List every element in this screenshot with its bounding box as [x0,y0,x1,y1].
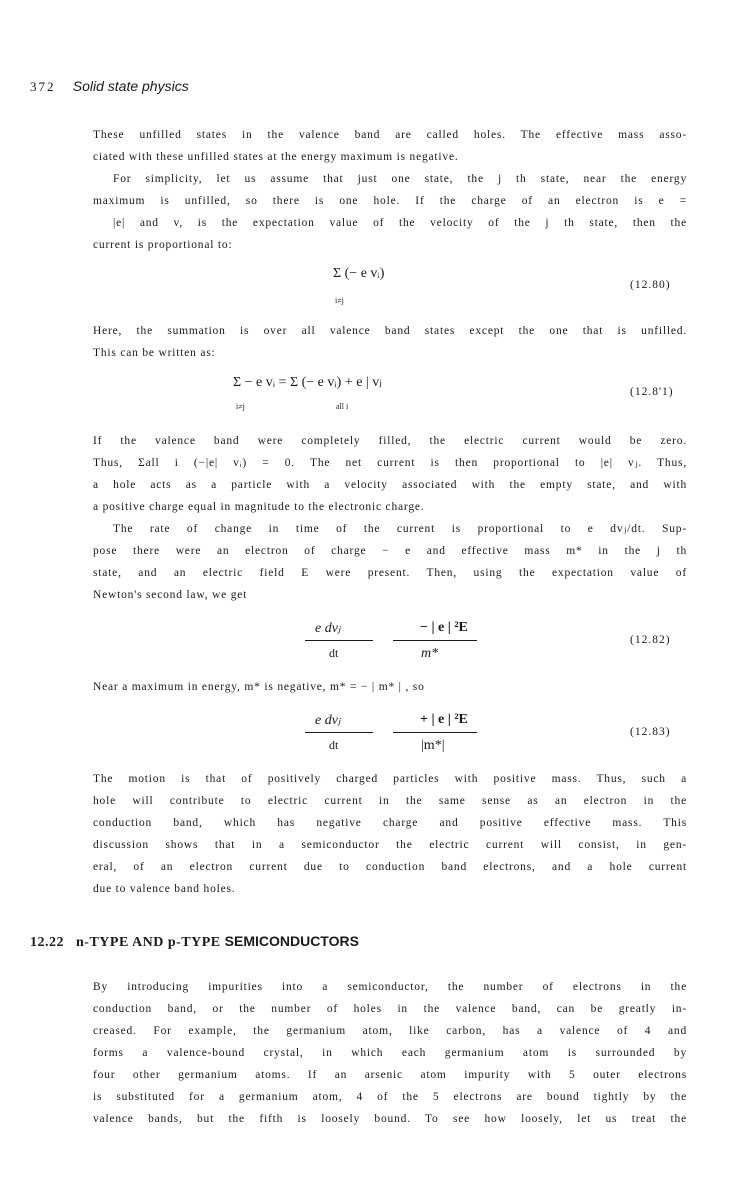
text-line: due to valence band holes. [93,883,236,895]
fraction-numerator-right: − | e | ²E [420,620,468,635]
text-line: |e| and v, is the expectation value of the velocity of the j th state, then the [113,217,687,229]
text-line: valence bands, but the fifth is loosely bound. To see how loosely, let us treat the [93,1113,687,1125]
section-title: n-TYPE AND p-TYPE [76,935,221,950]
fraction-numerator-left: e dvⱼ [315,621,341,636]
text-line: current is proportional to: [93,239,233,251]
fraction-bar [393,640,477,641]
text-line: forms a valence-bound crystal, in which each germanium atom is surrounded by [93,1047,687,1059]
text-line: a positive charge equal in magnitude to the electronic charge. [93,501,425,513]
text-line: maximum is unfilled, so there is one hole. If the charge of an electron is e = [93,195,687,207]
text-line: state, and an electric field E were present. Then, using the expectation value of [93,567,687,579]
equation-number: (12.82) [630,634,671,646]
equation-subscript: i≠j [335,296,344,305]
fraction-bar [393,732,477,733]
section-title-bold: SEMICONDUCTORS [224,933,359,949]
equation-body: Σ (− e vᵢ) [333,266,385,281]
running-header [30,78,189,95]
fraction-numerator-right: + | e | ²E [420,712,468,727]
page-number: 372 [30,79,56,94]
text-line: discussion shows that in a semiconductor the electric current will consist, in gen- [93,839,687,851]
text-line: eral, of an electron current due to conduction band electrons, and a hole current [93,861,687,873]
text-line: Thus, Σall i (−|e| vᵢ) = 0. The net current is then proportional to |e| vⱼ. Thus, [93,457,687,469]
text-line: conduction band, or the number of holes in the valence band, can be greatly in- [93,1003,687,1015]
text-line: a hole acts as a particle with a velocity associated with the empty state, and with [93,479,687,491]
section-number: 12.22 [30,935,64,950]
equation-12-80 [333,266,384,282]
fraction-bar [305,640,373,641]
fraction-denominator-left: dt [329,738,339,752]
equation-number: (12.83) [630,726,671,738]
equation-12-81: Σ − e vᵢ = Σ (− e vᵢ) + e | vⱼ [233,375,382,390]
fraction-bar [305,732,373,733]
text-line: The rate of change in time of the current is proportional to e dvⱼ/dt. Sup- [113,523,687,535]
text-line: ciated with these unfilled states at the energy maximum is negative. [93,151,459,163]
equation-number: (12.80) [630,279,671,291]
section-heading [30,933,359,951]
text-line: conduction band, which has negative charge and positive effective mass. This [93,817,687,829]
text-line: Here, the summation is over all valence band states except the one that is unfilled. [93,325,687,337]
text-line: The motion is that of positively charged particles with positive mass. Thus, such a [93,773,687,785]
text-line: If the valence band were completely filled, the electric current would be zero. [93,435,687,447]
equation-number: (12.8'1) [630,386,674,398]
fraction-denominator-right: m* [421,646,439,661]
fraction-denominator-right: |m*| [421,738,445,753]
text-line: pose there were an electron of charge − e and effective mass m* in the j th [93,545,687,557]
equation-subscript-right: all i [336,402,349,411]
text-line: By introducing impurities into a semiconductor, the number of electrons in the [93,981,687,993]
fraction-numerator-left: e dvⱼ [315,713,341,728]
running-title: Solid state physics [72,78,189,94]
text-line: This can be written as: [93,347,216,359]
text-line: These unfilled states in the valence band are called holes. The effective mass asso- [93,129,687,141]
text-line: Newton's second law, we get [93,589,248,601]
text-line: Near a maximum in energy, m* is negative, m* = − | m* | , so [93,681,425,693]
text-line: four other germanium atoms. If an arsenic atom impurity with 5 outer electrons [93,1069,687,1081]
text-line: For simplicity, let us assume that just one state, the j th state, near the energy [113,173,687,185]
text-line: hole will contribute to electric current in the same sense as an electron in the [93,795,687,807]
text-line: is substituted for a germanium atom, 4 of the 5 electrons are bound tightly by the [93,1091,687,1103]
text-line: creased. For example, the germanium atom, like carbon, has a valence of 4 and [93,1025,687,1037]
equation-subscript-left: i≠j [236,402,245,411]
fraction-denominator-left: dt [329,646,339,660]
